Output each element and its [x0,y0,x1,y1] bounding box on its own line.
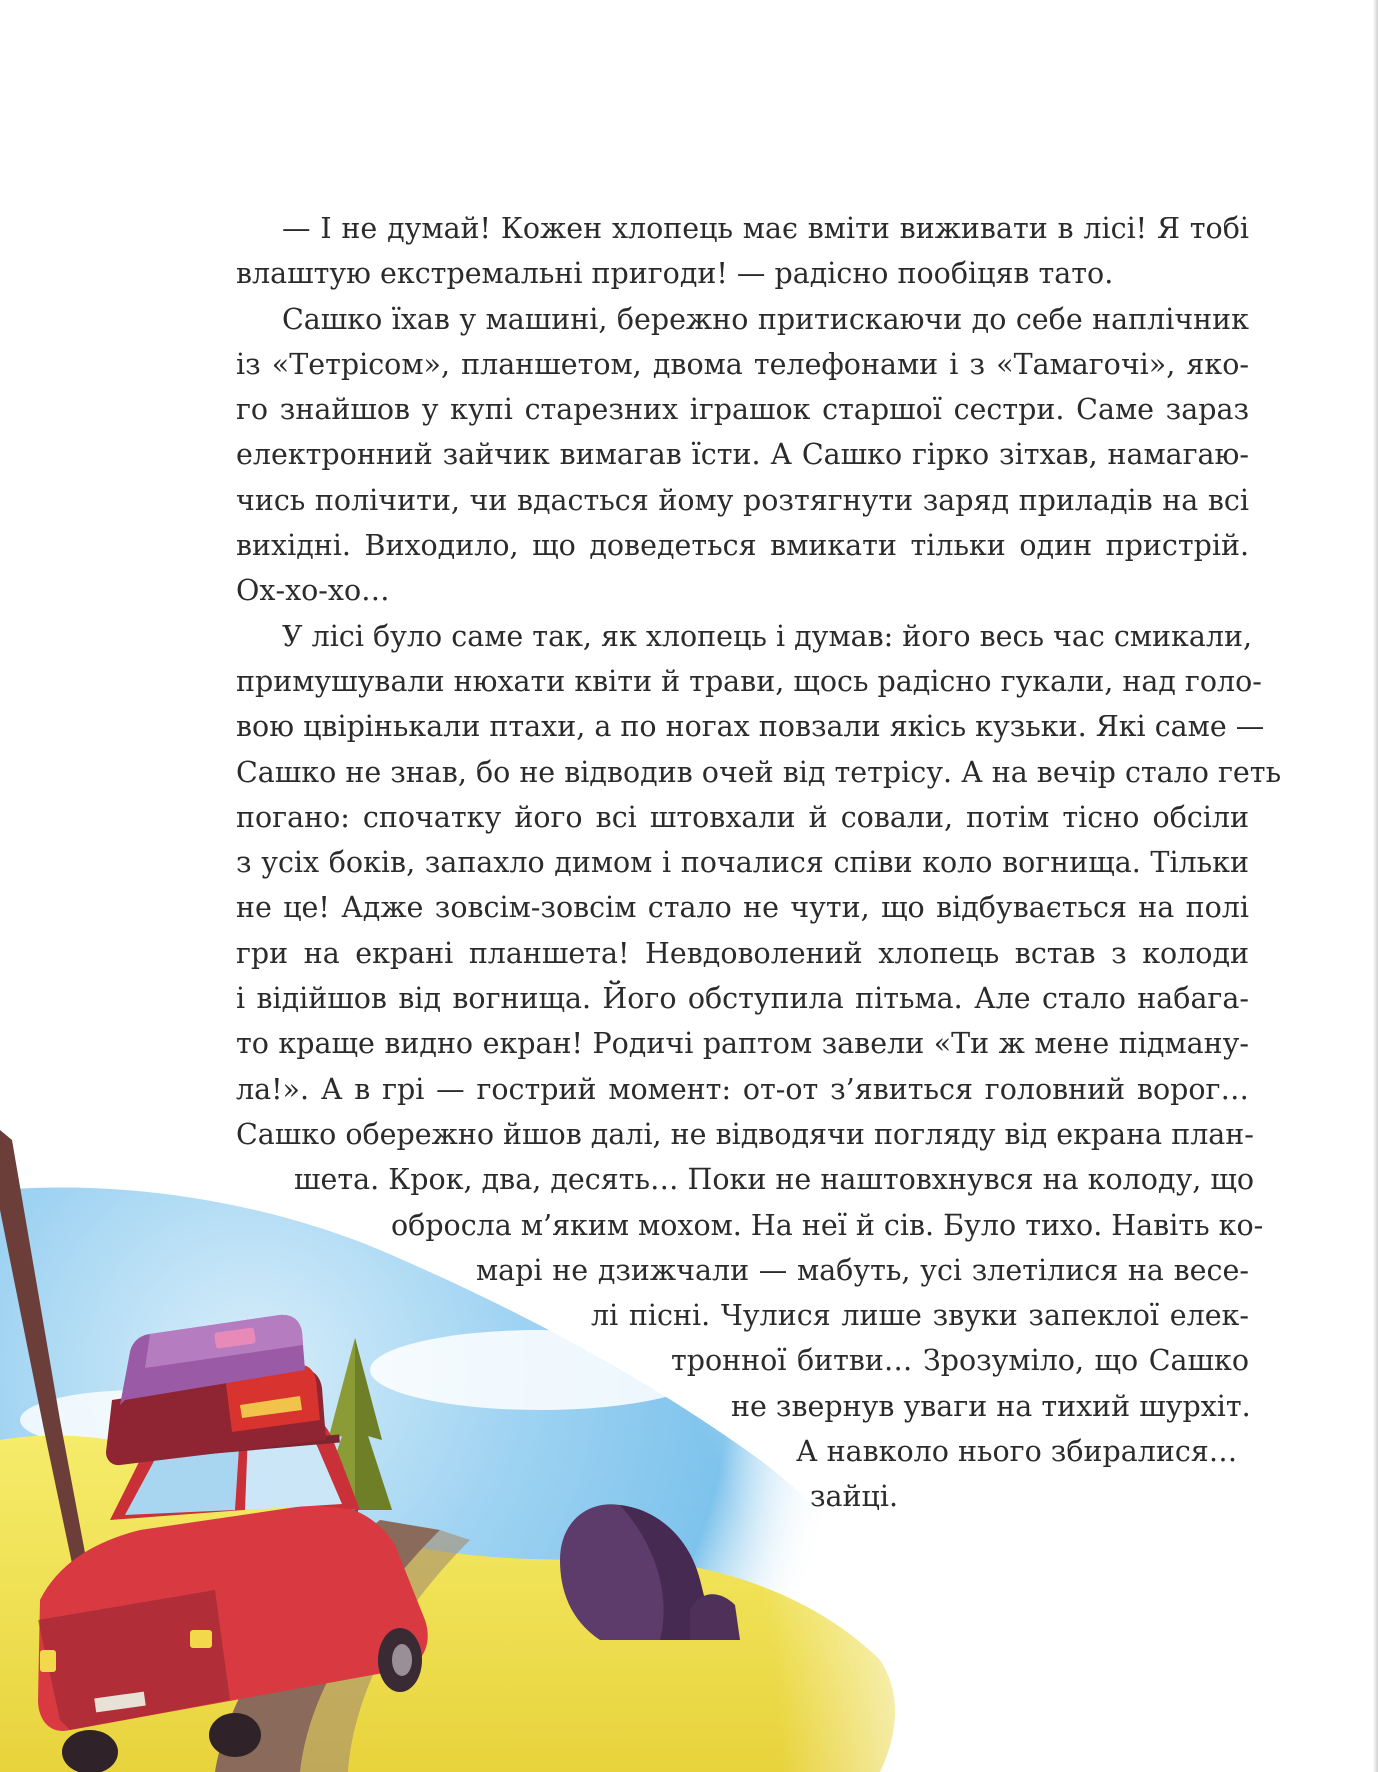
story-line: ла!». А в грі — гострий момент: от-от з’явиться головний ворог… [236,1072,1249,1106]
story-line: Сашко не знав, бо не відводив очей від тетрісу. А на вечір стало геть [236,755,1282,789]
story-line: і відійшов від вогнища. Його обступила пітьма. Але стало набага- [236,982,1249,1016]
story-line: електронний зайчик вимагав їсти. А Сашко гірко зітхав, намагаю- [236,438,1249,472]
story-line: не звернув уваги на тихий шурхіт. [731,1389,1251,1423]
story-line: то краще видно екран! Родичі раптом завели «Ти ж мене підману- [236,1027,1249,1061]
story-text [236,206,1282,1520]
story-line: — І не думай! Кожен хлопець має вміти виживати в лісі! Я тобі [282,212,1249,245]
story-line: марі не дзижчали — мабуть, усі злетілися на весе- [476,1253,1249,1287]
story-line: Сашко їхав у машині, бережно притискаючи до себе наплічник [282,302,1249,336]
story-line: зайці. [810,1480,899,1514]
story-line: примушували нюхати квіти й трави, щось радісно гукали, над голо- [236,664,1262,698]
page-edge-shadow [1373,0,1378,1772]
story-line: У лісі було саме так, як хлопець і думав: його весь час смикали, [282,619,1253,653]
story-line: А навколо нього збиралися… [796,1435,1238,1469]
story-line: лі пісні. Чулися лише звуки запеклої елек- [591,1299,1249,1333]
story-line: із «Тетрісом», планшетом, двома телефонами і з «Тамагочі», яко- [236,347,1249,381]
story-line: Сашко обережно йшов далі, не відводячи погляду від екрана план- [236,1117,1254,1151]
story-line: вихідні. Виходило, що доведеться вмикати тільки один пристрій. [236,529,1249,563]
story-line: вою цвірінькали птахи, а по ногах повзали якісь кузьки. Які саме — [236,710,1265,744]
story-line: шета. Крок, два, десять… Поки не наштовхнувся на колоду, що [294,1163,1255,1197]
story-line: гри на екрані планшета! Невдоволений хлопець встав з колоди [236,936,1249,970]
story-line: чись полічити, чи вдасться йому розтягнути заряд приладів на всі [236,483,1249,517]
story-line: погано: спочатку його всі штовхали й совали, потім тісно обсіли [236,800,1249,834]
story-line: з усіх боків, запахло димом і почалися співи коло вогнища. Тільки [236,846,1249,880]
story-line: Ох-хо-хо… [236,574,390,608]
story-line: влаштую екстремальні пригоди! — радісно пообіцяв тато. [236,257,1114,291]
story-line: го знайшов у купі старезних іграшок старшої сестри. Саме зараз [236,393,1249,427]
story-line: тронної битви… Зрозуміло, що Сашко [671,1344,1249,1378]
story-line: не це! Адже зовсім-зовсім стало не чути, що відбувається на полі [236,891,1249,925]
story-line: обросла м’яким мохом. На неї й сів. Було тихо. Навіть ко- [391,1208,1264,1242]
